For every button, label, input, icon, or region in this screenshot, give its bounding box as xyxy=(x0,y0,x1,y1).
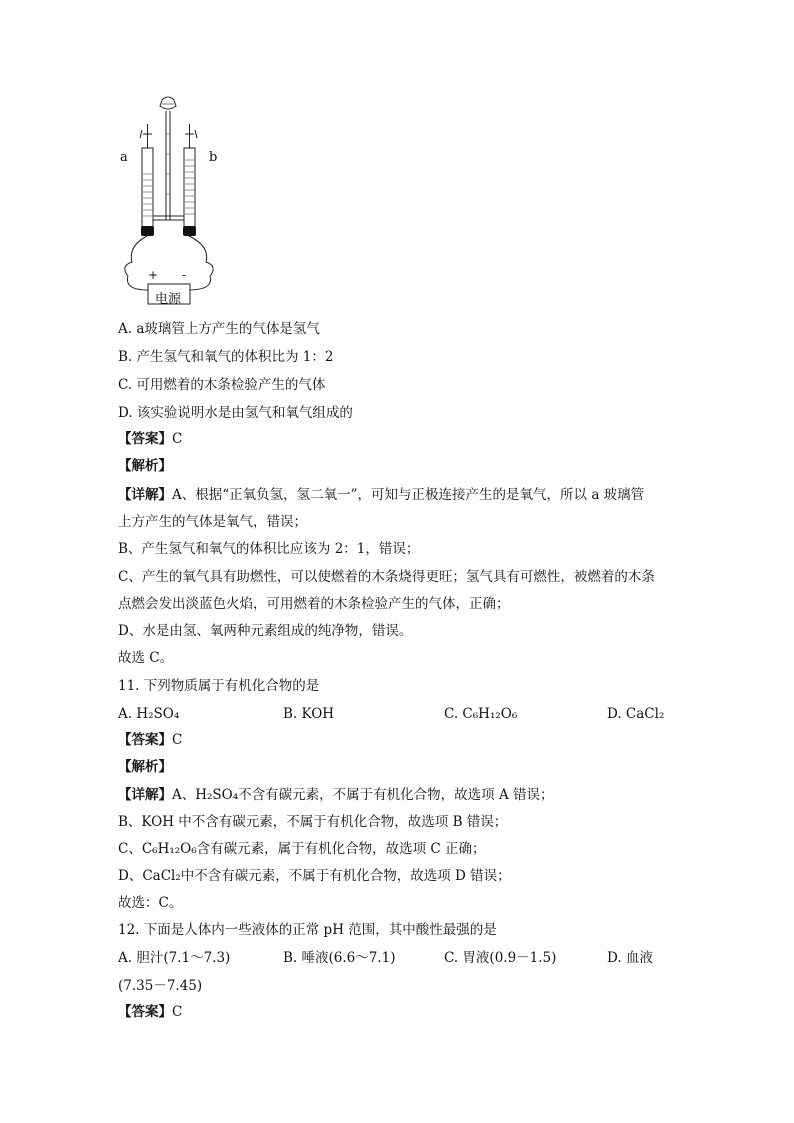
q12-option-c: C. 胃液(0.9－1.5) xyxy=(444,950,557,966)
electrolysis-diagram xyxy=(118,94,218,308)
answer-value: C xyxy=(172,1004,183,1020)
label-b: b xyxy=(209,150,218,165)
q11-stem: 11. 下列物质属于有机化合物的是 xyxy=(118,678,320,694)
q12-option-d-cont: (7.35－7.45) xyxy=(118,978,203,994)
q10-detail-2: B、产生氢气和氧气的体积比应该为 2：1，错误； xyxy=(118,541,420,557)
detail-text: A、H₂SO₄不含有碳元素，不属于有机化合物，故选项 A 错误； xyxy=(172,787,554,803)
label-a: a xyxy=(120,150,128,165)
detail-text: A、根据“正氧负氢，氢二氧一”，可知与正极连接产生的是氧气，所以 a 玻璃管 xyxy=(172,487,645,503)
q12-option-d: D. 血液 xyxy=(607,950,653,966)
answer-tag: 【答案】 xyxy=(118,431,172,447)
answer-value: C xyxy=(172,732,183,748)
q11-option-a: A. H₂SO₄ xyxy=(118,706,180,722)
q10-conclusion: 故选 C。 xyxy=(118,650,174,666)
q10-detail-3-cont: 点燃会发出淡蓝色火焰，可用燃着的木条检验产生的气体，正确； xyxy=(118,596,510,612)
q10-detail-3: C、产生的氧气具有助燃性，可以使燃着的木条烧得更旺；氢气具有可燃性，被燃着的木条 xyxy=(118,569,655,585)
q10-option-d: D. 该实验说明水是由氢气和氧气组成的 xyxy=(118,405,353,421)
answer-tag: 【答案】 xyxy=(118,732,172,748)
q10-option-b: B. 产生氢气和氧气的体积比为 1：2 xyxy=(118,349,334,365)
q10-answer xyxy=(118,429,182,449)
q10-option-a: A. a玻璃管上方产生的气体是氢气 xyxy=(118,321,320,337)
q11-option-b: B. KOH xyxy=(283,706,335,722)
answer-tag: 【答案】 xyxy=(118,1004,172,1020)
q10-analysis-tag: 【解析】 xyxy=(118,458,172,474)
q10-detail-1-cont: 上方产生的气体是氧气，错误； xyxy=(118,514,307,530)
q11-detail-1 xyxy=(118,785,554,805)
q10-detail-4: D、水是由氢、氧两种元素组成的纯净物，错误。 xyxy=(118,623,413,639)
q12-answer xyxy=(118,1002,182,1022)
q11-detail-3: C、C₆H₁₂O₆含有碳元素，属于有机化合物，故选项 C 正确； xyxy=(118,841,486,857)
q11-analysis-tag: 【解析】 xyxy=(118,759,172,775)
electrolysis-apparatus-figure xyxy=(118,94,218,308)
q12-option-b: B. 唾液(6.6～7.1) xyxy=(283,950,396,966)
detail-tag: 【详解】 xyxy=(118,487,172,503)
q12-stem: 12. 下面是人体内一些液体的正常 pH 范围，其中酸性最强的是 xyxy=(118,922,497,938)
q11-detail-4: D、CaCl₂中不含有碳元素，不属于有机化合物，故选项 D 错误； xyxy=(118,868,511,884)
minus-sign: - xyxy=(182,268,187,282)
q12-option-a: A. 胆汁(7.1～7.3) xyxy=(118,950,231,966)
q11-answer xyxy=(118,730,182,750)
q10-option-c: C. 可用燃着的木条检验产生的气体 xyxy=(118,377,326,393)
q10-detail-1 xyxy=(118,485,644,505)
q11-detail-2: B、KOH 中不含有碳元素，不属于有机化合物，故选项 B 错误； xyxy=(118,814,508,830)
power-source-label: 电源 xyxy=(155,292,182,307)
plus-sign: + xyxy=(148,268,159,282)
q11-conclusion: 故选：C。 xyxy=(118,895,183,911)
q11-option-c: C. C₆H₁₂O₆ xyxy=(444,706,518,722)
detail-tag: 【详解】 xyxy=(118,787,172,803)
q11-option-d: D. CaCl₂ xyxy=(607,706,665,722)
answer-value: C xyxy=(172,431,183,447)
